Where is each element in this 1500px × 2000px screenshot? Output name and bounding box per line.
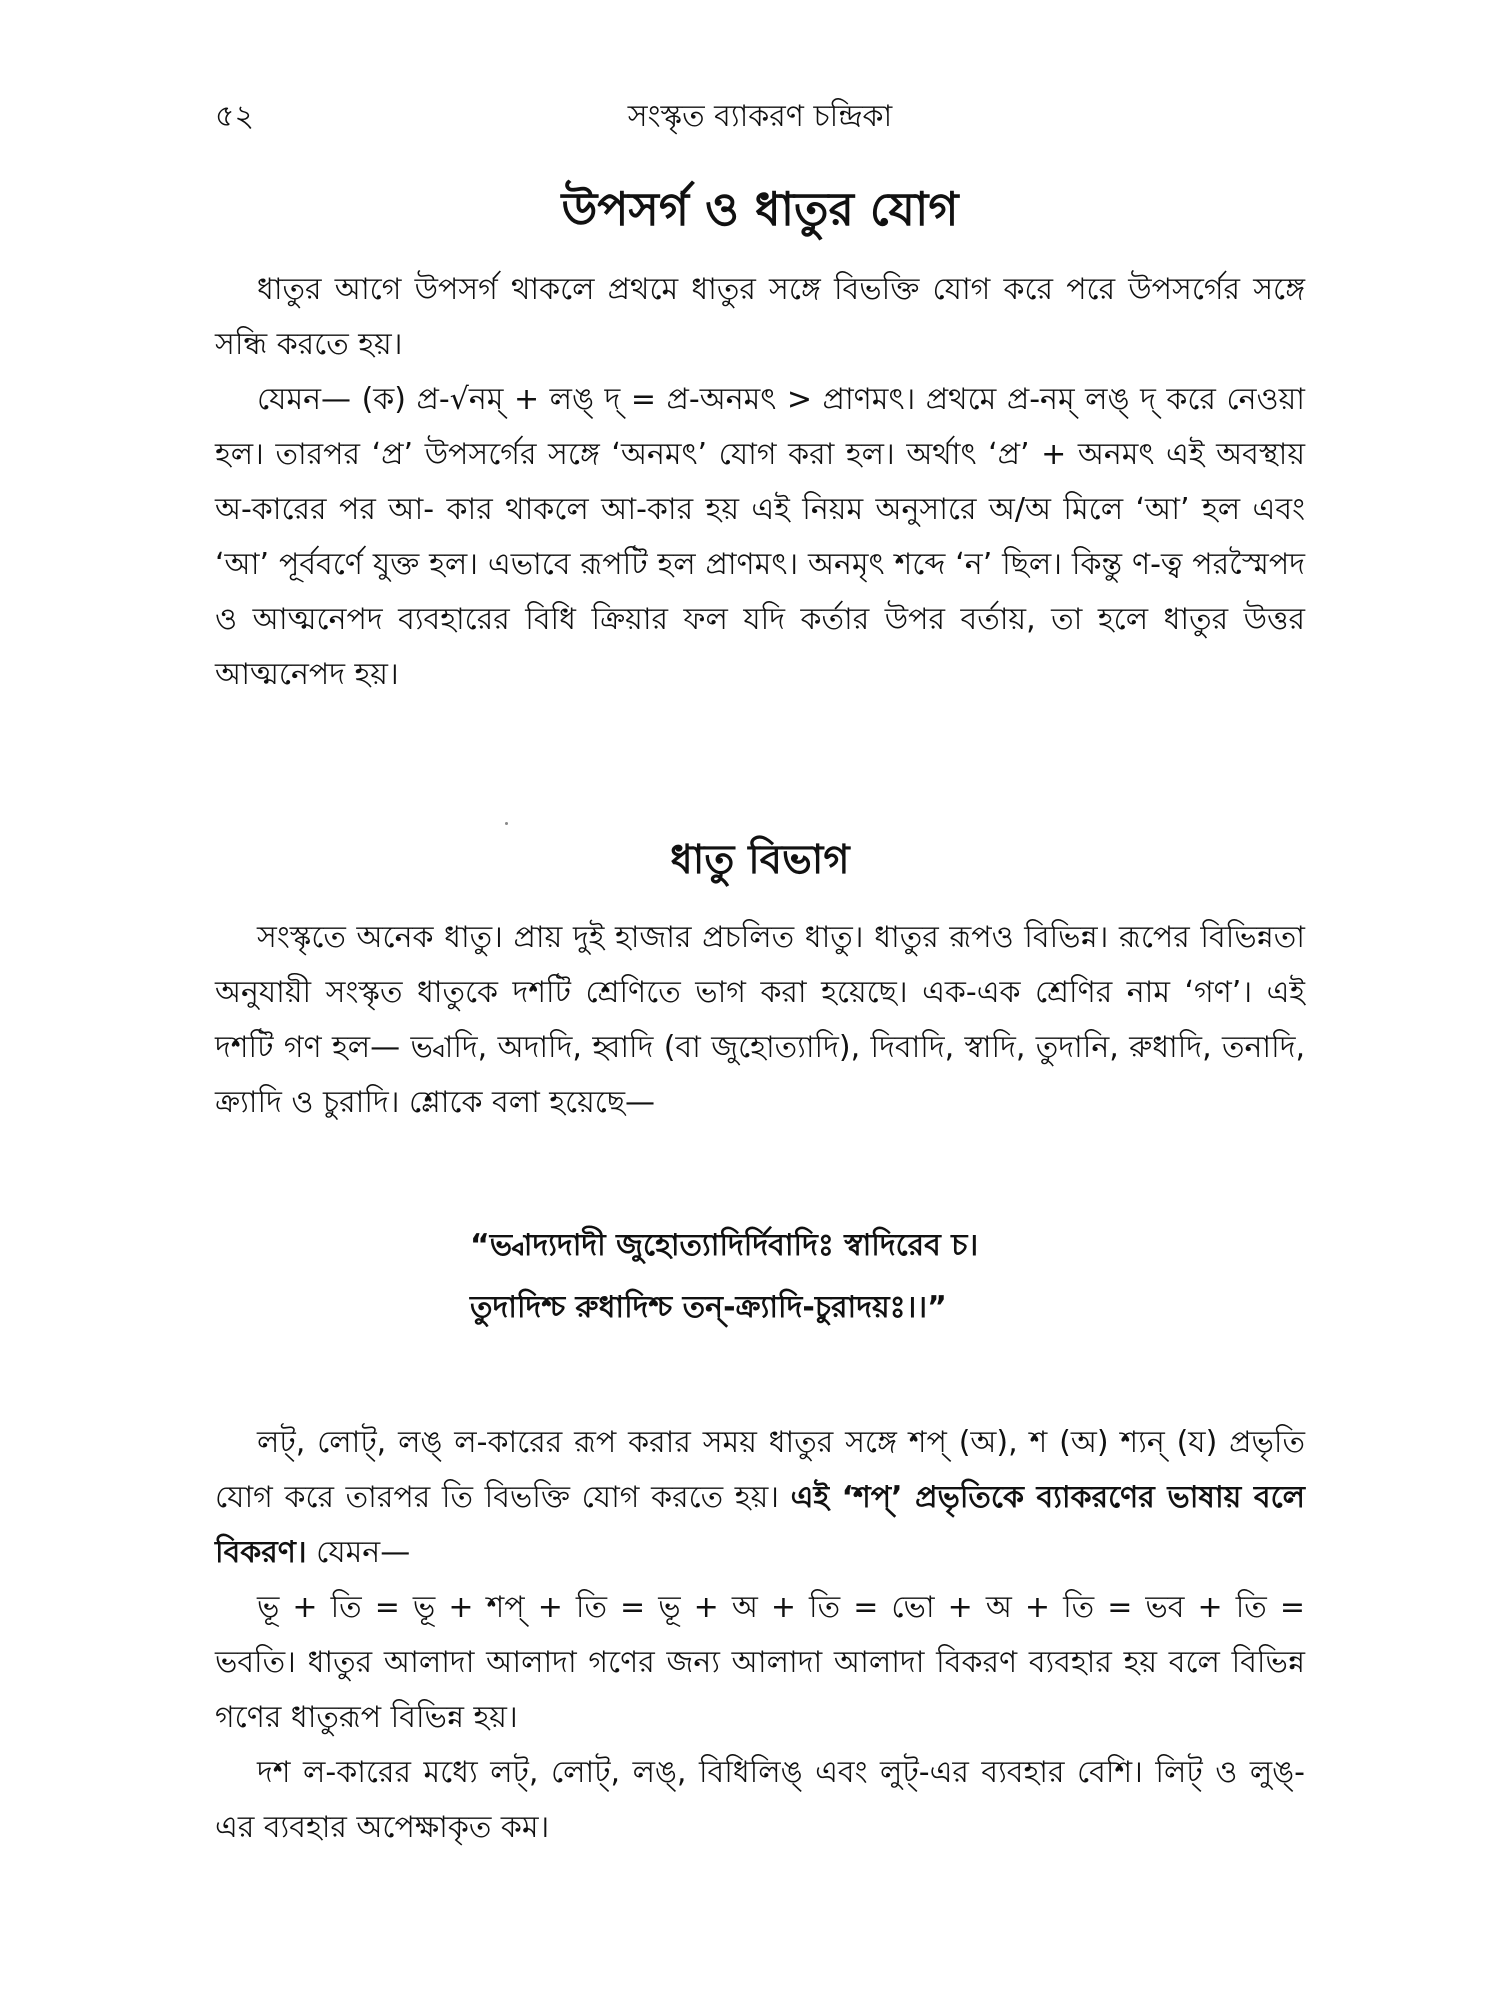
- paragraph: যেমন— (ক) প্র-√নম্ + লঙ্ দ্ = প্র-অনমৎ > প্রাণমৎ। প্রথমে প্র-নম্ লঙ্ দ্ করে নেওয়া হল। তারপর ‘প্র’ উপসর্গের সঙ্গে ‘অনমৎ’ যোগ করা হল। অর্থাৎ ‘প্র’ + অনমৎ এই অবস্থায় অ-কারের পর আ- কার থাকলে আ-কার হয় এই নিয়ম অনুসারে অ/অ মিলে ‘আ’ হল এবং ‘আ’ পূর্ববর্ণে যুক্ত হল। এভাবে রূপটি হল প্রাণমৎ। অনমৃৎ শব্দে ‘ন’ ছিল। কিন্তু ণ-ত্ব পরস্মৈপদ ও আত্মনেপদ ব্যবহারের বিধি ক্রিয়ার ফল যদি কর্তার উপর বর্তায়, তা হলে ধাতুর উত্তর আত্মনেপদ হয়।: [215, 382, 1305, 692]
- paragraph: ভূ + তি = ভূ + শপ্ + তি = ভূ + অ + তি = ভো + অ + তি = ভব + তি = ভবতি। ধাতুর আলাদা আলাদা গণের জন্য আলাদা আলাদা বিকরণ ব্যবহার হয় বলে বিভিন্ন গণের ধাতুরূপ বিভিন্ন হয়।: [215, 1590, 1305, 1735]
- verse-line: তুদাদিশ্চ রুধাদিশ্চ তন্-ক্র্যাদি-চুরাদয়ঃ।।”: [470, 1290, 947, 1325]
- section-vikaran-body: [215, 1415, 1305, 1855]
- section-upasarga-body: [215, 262, 1305, 702]
- section-heading-dhatu-vibhag: ধাতু বিভাগ: [670, 837, 850, 883]
- scan-speck: [505, 822, 508, 825]
- paragraph-text: যেমন—: [306, 1535, 411, 1570]
- shloka-verse: [470, 1215, 1230, 1339]
- paragraph: [215, 1415, 1305, 1580]
- section-dhatu-intro: [215, 910, 1305, 1130]
- running-title: সংস্কৃত ব্যাকরণ চন্দ্রিকা: [627, 99, 893, 134]
- page-number: ৫২: [215, 99, 254, 134]
- bold-definition: এই ‘শপ্’ প্রভৃতিকে ব্যাকরণের ভাষায় বলে বিকরণ।: [215, 1480, 1305, 1570]
- paragraph: ধাতুর আগে উপসর্গ থাকলে প্রথমে ধাতুর সঙ্গে বিভক্তি যোগ করে পরে উপসর্গের সঙ্গে সন্ধি করতে হয়।: [215, 272, 1305, 362]
- page-header: [215, 92, 1305, 142]
- verse-line: “ভ্বাদ্যদাদী জুহোত্যাদির্দিবাদিঃ স্বাদিরেব চ।: [470, 1228, 979, 1263]
- paragraph: দশ ল-কারের মধ্যে লট্, লোট্, লঙ্, বিধিলিঙ্ এবং লুট্-এর ব্যবহার বেশি। লিট্ ও লুঙ্-এর ব্যবহার অপেক্ষাকৃত কম।: [215, 1755, 1305, 1845]
- paragraph-text: লট্, লোট্, লঙ্ ল-কারের রূপ করার সময় ধাতুর সঙ্গে শপ্ (অ), শ (অ) শ্যন্ (য) প্রভৃতি যোগ করে তারপর তি বিভক্তি যোগ করতে হয়।: [215, 1425, 1305, 1515]
- paragraph: সংস্কৃতে অনেক ধাতু। প্রায় দুই হাজার প্রচলিত ধাতু। ধাতুর রূপও বিভিন্ন। রূপের বিভিন্নতা অনুযায়ী সংস্কৃত ধাতুকে দশটি শ্রেণিতে ভাগ করা হয়েছে। এক-এক শ্রেণির নাম ‘গণ’। এই দশটি গণ হল— ভ্বাদি, অদাদি, হ্বাদি (বা জুহোত্যাদি), দিবাদি, স্বাদি, তুদানি, রুধাদি, তনাদি, ক্র্যাদি ও চুরাদি। শ্লোকে বলা হয়েছে—: [215, 920, 1305, 1120]
- section-heading-upasarga: উপসর্গ ও ধাতুর যোগ: [561, 182, 959, 236]
